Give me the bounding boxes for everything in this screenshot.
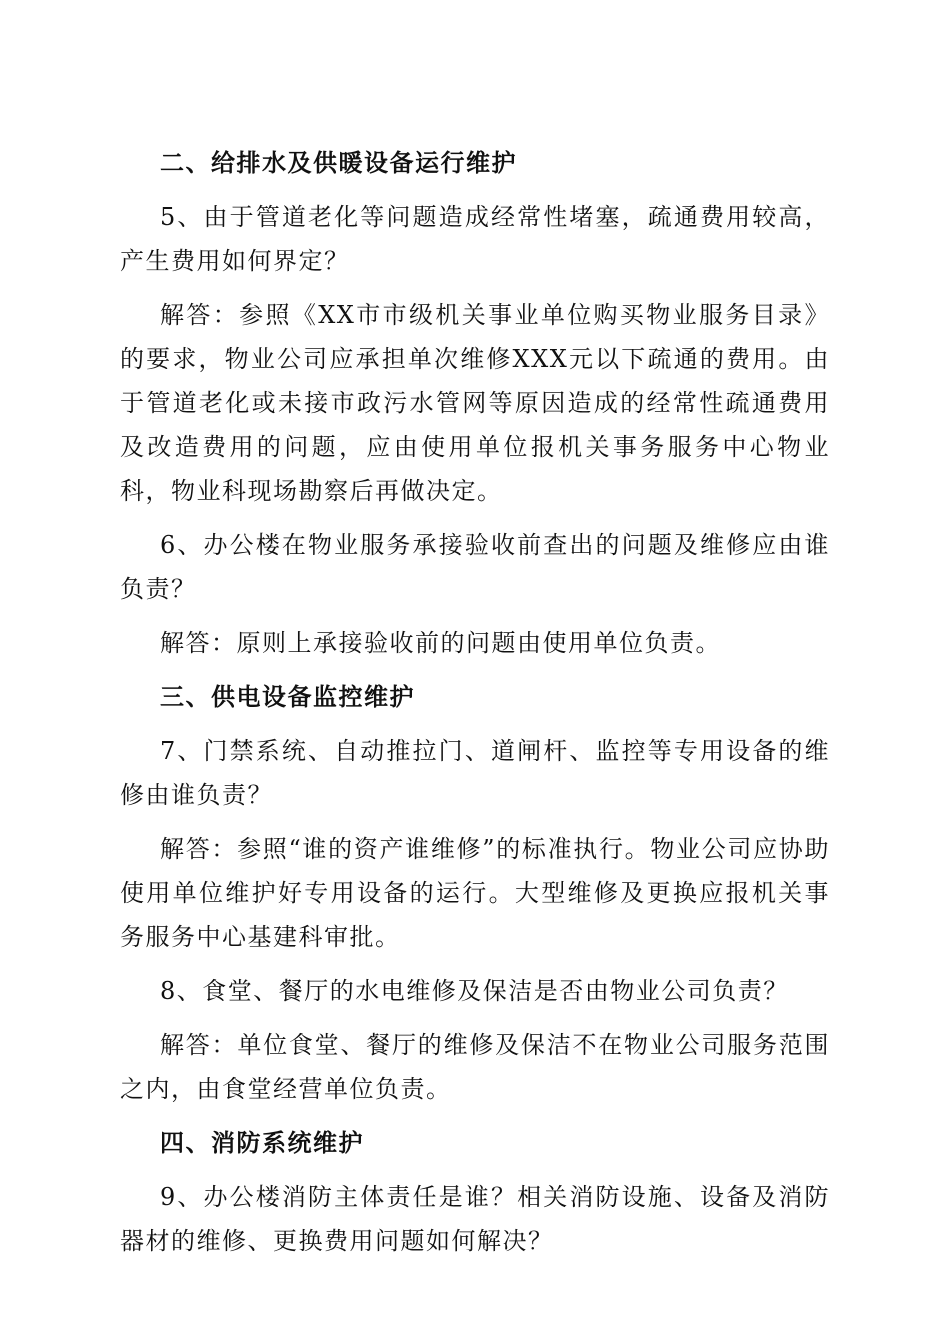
document-page [120,141,830,1273]
answer-7: 解答：参照“谁的资产谁维修”的标准执行。物业公司应协助使用单位维护好专用设备的运行。大型维修及更换应报机关事务服务中心基建科审批。 [120,835,830,951]
section-heading-power-supply: 三、供电设备监控维护 [160,683,415,711]
section-heading-fire-system: 四、消防系统维护 [160,1129,364,1157]
question-6: 6、办公楼在物业服务承接验收前查出的问题及维修应由谁负责？ [120,531,830,603]
answer-5: 解答：参照《XX市市级机关事业单位购买物业服务目录》的要求，物业公司应承担单次维修XXX元以下疏通的费用。由于管道老化或未接市政污水管网等原因造成的经常性疏通费用及改造费用的问题，应由使用单位报机关事务服务中心物业科，物业科现场勘察后再做决定。 [120,301,830,505]
question-9: 9、办公楼消防主体责任是谁？相关消防设施、设备及消防器材的维修、更换费用问题如何解决？ [120,1183,830,1255]
question-8: 8、食堂、餐厅的水电维修及保洁是否由物业公司负责？ [160,977,789,1005]
question-7: 7、门禁系统、自动推拉门、道闸杆、监控等专用设备的维修由谁负责？ [120,737,830,809]
answer-8: 解答：单位食堂、餐厅的维修及保洁不在物业公司服务范围之内，由食堂经营单位负责。 [120,1031,830,1103]
question-5: 5、由于管道老化等问题造成经常性堵塞，疏通费用较高，产生费用如何界定？ [120,203,830,275]
answer-6: 解答：原则上承接验收前的问题由使用单位负责。 [160,629,721,657]
section-heading-water-heating: 二、给排水及供暖设备运行维护 [160,149,517,177]
